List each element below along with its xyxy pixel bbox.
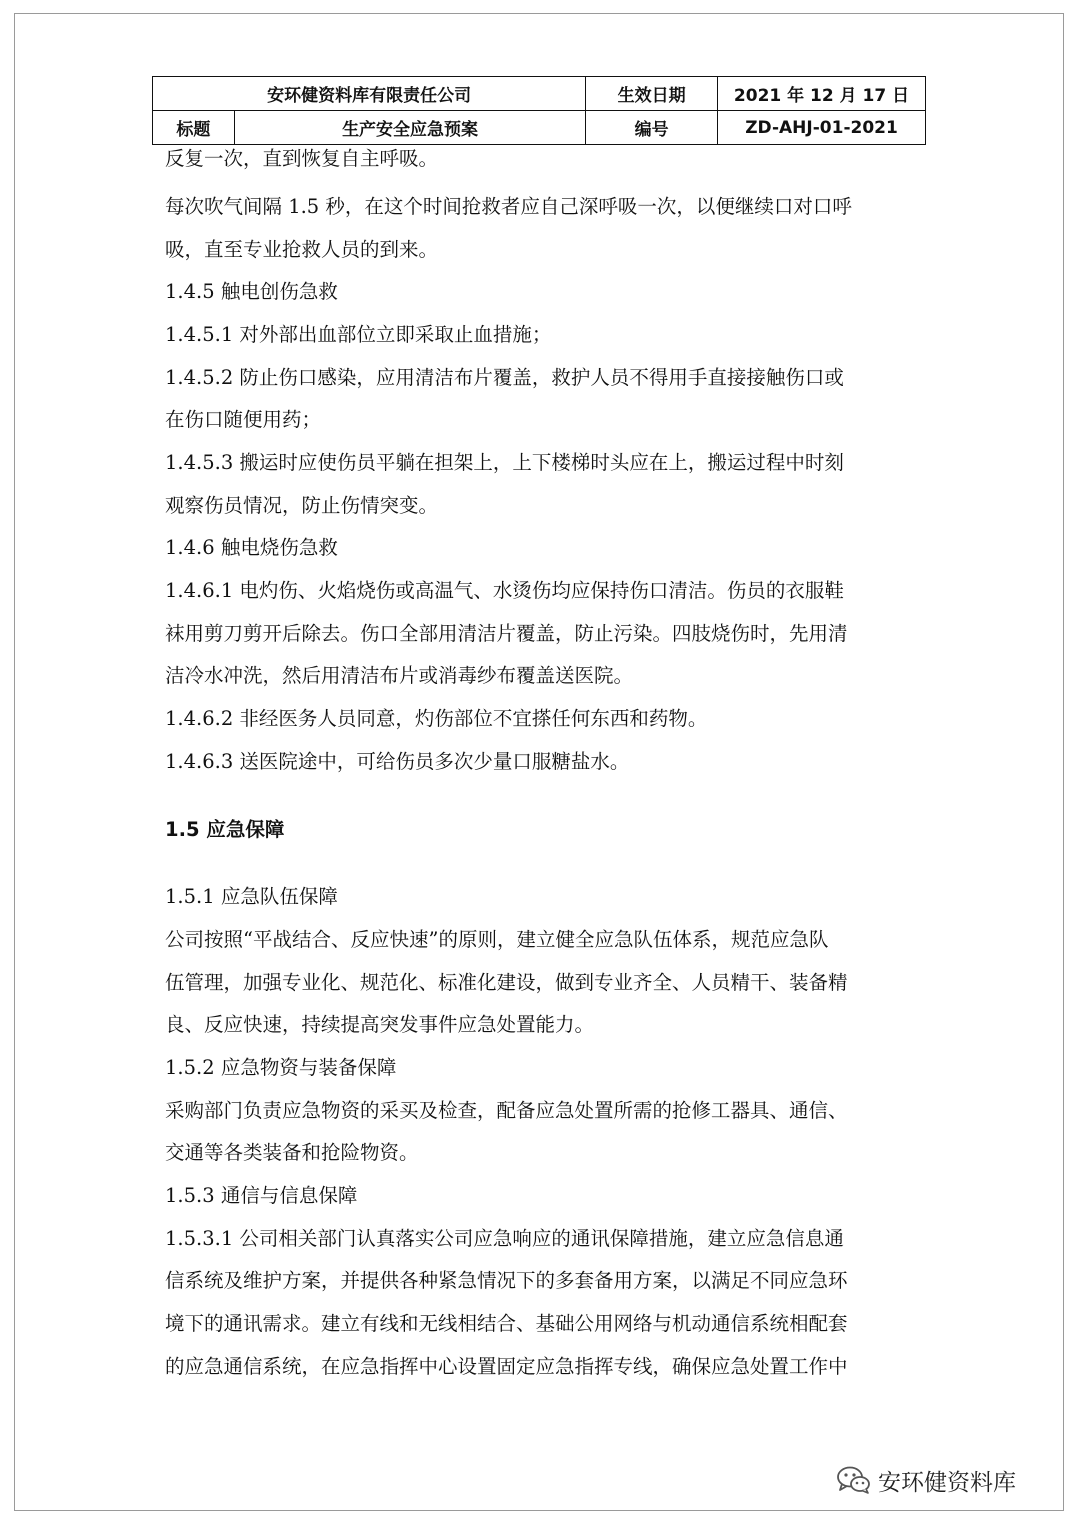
text-line: 1.4.5.1 对外部出血部位立即采取止血措施； <box>165 323 552 346</box>
watermark-text: 安环健资料库 <box>878 1469 1016 1496</box>
text-line: 洁冷水冲洗，然后用清洁布片或消毒纱布覆盖送医院。 <box>165 664 634 687</box>
text-line: 信系统及维护方案，并提供各种紧急情况下的多套备用方案，以满足不同应急环 <box>165 1269 848 1292</box>
text-line: 1.4.6.3 送医院途中，可给伤员多次少量口服糖盐水。 <box>165 750 630 773</box>
section-heading-1-4-6: 1.4.6 触电烧伤急救 <box>165 536 338 559</box>
text-line: 袜用剪刀剪开后除去。伤口全部用清洁片覆盖，防止污染。四肢烧伤时，先用清 <box>165 622 848 645</box>
wechat-icon <box>836 1465 872 1495</box>
text-line: 1.4.5.3 搬运时应使伤员平躺在担架上，上下楼梯时头应在上，搬运过程中时刻 <box>165 451 844 474</box>
watermark <box>836 1463 1016 1497</box>
text-line: 伍管理，加强专业化、规范化、标准化建设，做到专业齐全、人员精干、装备精 <box>165 971 848 994</box>
section-heading-1-5-2: 1.5.2 应急物资与装备保障 <box>165 1056 397 1079</box>
section-heading-1-4-5: 1.4.5 触电创伤急救 <box>165 280 338 303</box>
section-heading-1-5: 1.5 应急保障 <box>165 818 285 841</box>
text-line: 1.4.6.2 非经医务人员同意，灼伤部位不宜搽任何东西和药物。 <box>165 707 708 730</box>
text-line: 观察伤员情况，防止伤情突变。 <box>165 494 439 517</box>
text-line: 吸，直至专业抢救人员的到来。 <box>165 238 439 261</box>
text-line: 1.5.3.1 公司相关部门认真落实公司应急响应的通讯保障措施，建立应急信息通 <box>165 1227 844 1250</box>
effective-date-label: 生效日期 <box>586 77 718 111</box>
text-line: 公司按照“平战结合、反应快速”的原则，建立健全应急队伍体系，规范应急队 <box>165 928 829 951</box>
text-line: 采购部门负责应急物资的采买及检查，配备应急处置所需的抢修工器具、通信、 <box>165 1099 848 1122</box>
document-title: 生产安全应急预案 <box>234 111 585 145</box>
title-label: 标题 <box>153 111 235 145</box>
section-heading-1-5-3: 1.5.3 通信与信息保障 <box>165 1184 358 1207</box>
text-line: 1.4.5.2 防止伤口感染，应用清洁布片覆盖，救护人员不得用手直接接触伤口或 <box>165 366 844 389</box>
text-line: 反复一次，直到恢复自主呼吸。 <box>165 147 439 170</box>
header-row-1 <box>153 77 926 111</box>
header-row-2 <box>153 111 926 145</box>
text-line: 良、反应快速，持续提高突发事件应急处置能力。 <box>165 1013 595 1036</box>
text-line: 交通等各类装备和抢险物资。 <box>165 1141 419 1164</box>
text-line: 境下的通讯需求。建立有线和无线相结合、基础公用网络与机动通信系统相配套 <box>165 1312 848 1335</box>
number-label: 编号 <box>586 111 718 145</box>
document-number: ZD-AHJ-01-2021 <box>718 111 926 145</box>
company-name: 安环健资料库有限责任公司 <box>153 77 586 111</box>
effective-date: 2021 年 12 月 17 日 <box>718 77 926 111</box>
text-line: 每次吹气间隔 1.5 秒，在这个时间抢救者应自己深呼吸一次，以便继续口对口呼 <box>165 195 852 218</box>
document-header-table <box>152 76 926 145</box>
section-heading-1-5-1: 1.5.1 应急队伍保障 <box>165 885 338 908</box>
text-line: 1.4.6.1 电灼伤、火焰烧伤或高温气、水烫伤均应保持伤口清洁。伤员的衣服鞋 <box>165 579 844 602</box>
text-line: 的应急通信系统，在应急指挥中心设置固定应急指挥专线，确保应急处置工作中 <box>165 1355 848 1378</box>
text-line: 在伤口随便用药； <box>165 408 322 431</box>
